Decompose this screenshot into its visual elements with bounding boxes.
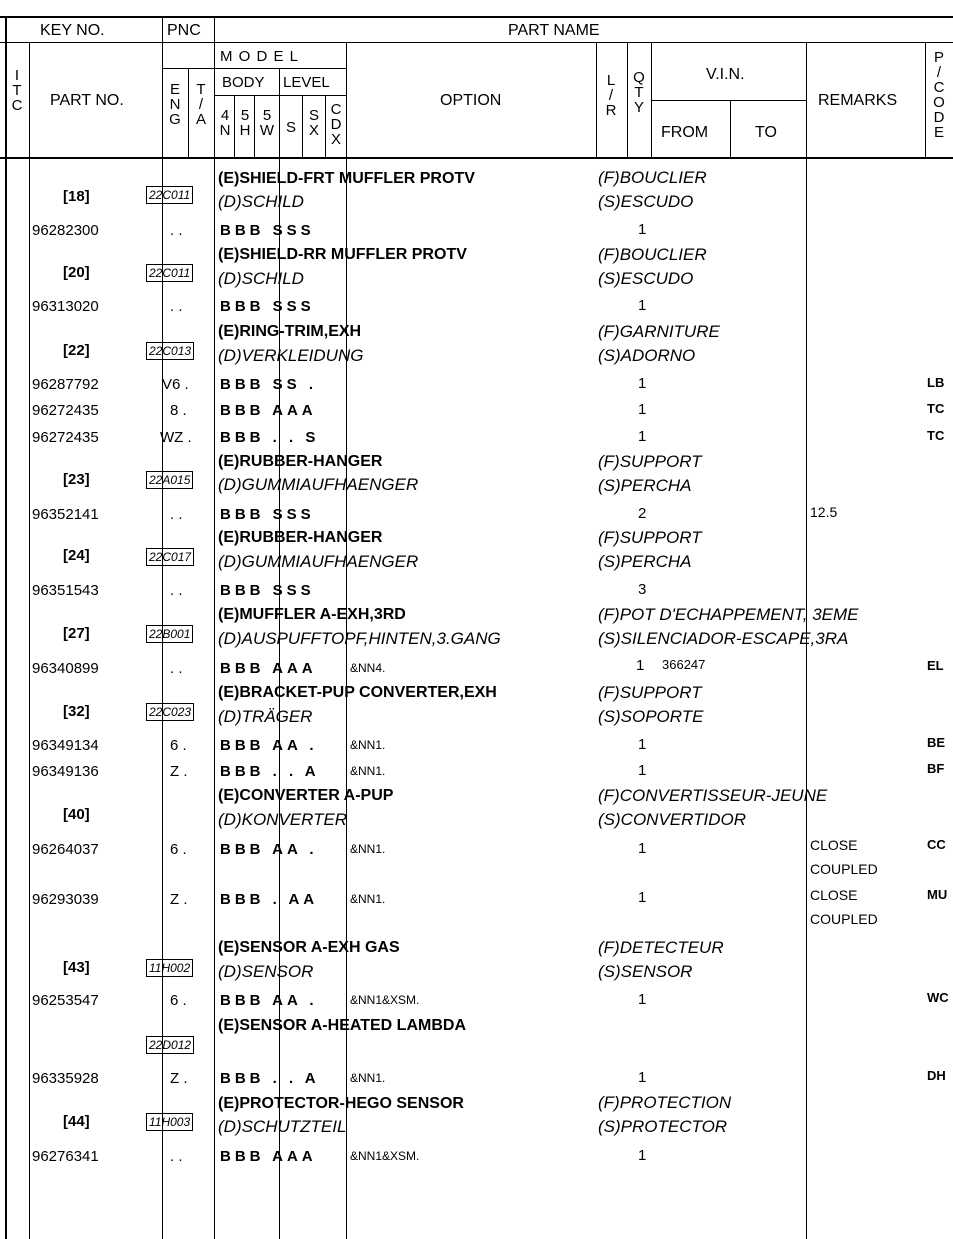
vin-from: 366247 <box>662 657 706 672</box>
model-header: M O D E L <box>220 48 300 65</box>
name-german: (D)GUMMIAUFHAENGER <box>218 552 419 571</box>
name-english: (E)SENSOR A-EXH GAS <box>218 939 400 956</box>
model-codes: BBB SSS <box>220 506 315 523</box>
eng-ta: Z . <box>170 1070 188 1087</box>
name-german: (D)SENSOR <box>218 962 314 981</box>
part-number: 96253547 <box>32 992 99 1009</box>
pcode: TC <box>927 428 945 443</box>
eng-ta: . . <box>170 222 183 239</box>
key-no: [27] <box>63 625 90 642</box>
name-spanish: (S)CONVERTIDOR <box>598 810 746 829</box>
key-no: [32] <box>63 703 90 720</box>
name-french: (F)SUPPORT <box>598 452 702 471</box>
pnc-code: 22C011 <box>146 264 193 282</box>
eng-ta: WZ . <box>160 429 192 446</box>
key-no: [20] <box>63 264 90 281</box>
eng-ta: 6 . <box>170 737 187 754</box>
part-number: 96287792 <box>32 376 99 393</box>
pcode: LB <box>927 375 945 390</box>
part-name-header: PART NAME <box>508 22 600 39</box>
model-codes: BBB AA . <box>220 992 318 1009</box>
level-header: LEVEL <box>283 74 330 91</box>
name-german: (D)SCHUTZTEIL <box>218 1117 347 1136</box>
pcode: DH <box>927 1068 946 1083</box>
name-spanish: (S)SENSOR <box>598 962 693 981</box>
model-codes: BBB SSS <box>220 222 315 239</box>
eng-ta: . . <box>170 582 183 599</box>
pnc-code: 22C013 <box>146 342 194 360</box>
name-german: (D)KONVERTER <box>218 810 348 829</box>
qty: 1 <box>638 889 647 906</box>
eng-ta: . . <box>170 298 183 315</box>
pnc-code: 22D012 <box>146 1036 194 1054</box>
qty: 1 <box>638 297 647 314</box>
name-spanish: (S)ADORNO <box>598 346 696 365</box>
model-codes: BBB . . S <box>220 429 320 446</box>
pnc-code: 22A015 <box>146 471 193 489</box>
name-spanish: (S)SILENCIADOR-ESCAPE,3RA <box>598 629 849 648</box>
level-col-sx: S X <box>308 107 319 139</box>
part-number: 96335928 <box>32 1070 99 1087</box>
model-codes: BBB AAA <box>220 402 317 419</box>
option-code: &NN1&XSM. <box>350 993 420 1007</box>
eng-ta: V6 . <box>162 376 189 393</box>
vin-header: V.I.N. <box>706 66 745 83</box>
eng-ta: 6 . <box>170 992 187 1009</box>
model-codes: BBB SS . <box>220 376 318 393</box>
name-english: (E)SHIELD-RR MUFFLER PROTV <box>218 246 467 263</box>
qty: 1 <box>638 1069 647 1086</box>
level-col-cdx: C D X <box>330 101 342 148</box>
eng-ta: . . <box>170 660 183 677</box>
name-french: (F)BOUCLIER <box>598 245 707 264</box>
name-english: (E)RING-TRIM,EXH <box>218 323 362 340</box>
option-code: &NN1&XSM. <box>350 1149 420 1163</box>
option-code: &NN1. <box>350 1071 386 1085</box>
model-codes: BBB . AA <box>220 891 319 908</box>
name-spanish: (S)ESCUDO <box>598 269 694 288</box>
key-no: [24] <box>63 547 90 564</box>
model-codes: BBB AAA <box>220 660 317 677</box>
pnc-code: 11H002 <box>146 959 193 977</box>
part-number: 96272435 <box>32 402 99 419</box>
pcode: WC <box>927 990 949 1005</box>
name-french: (F)SUPPORT <box>598 683 702 702</box>
key-no: [23] <box>63 471 90 488</box>
qty: 1 <box>638 762 647 779</box>
name-spanish: (S)ESCUDO <box>598 192 694 211</box>
option-code: &NN1. <box>350 738 386 752</box>
model-codes: BBB SSS <box>220 298 315 315</box>
name-german: (D)SCHILD <box>218 269 304 288</box>
name-english: (E)RUBBER-HANGER <box>218 453 383 470</box>
key-no: [40] <box>63 806 90 823</box>
key-no: [44] <box>63 1113 90 1130</box>
body-header: BODY <box>222 74 265 91</box>
qty: 1 <box>636 657 645 674</box>
part-number: 96272435 <box>32 429 99 446</box>
remarks-header: REMARKS <box>818 92 898 109</box>
pnc-code: 22B001 <box>146 625 193 643</box>
name-french: (F)DETECTEUR <box>598 938 724 957</box>
part-number: 96352141 <box>32 506 99 523</box>
name-french: (F)CONVERTISSEUR-JEUNE <box>598 786 828 805</box>
remarks: CLOSE <box>810 837 858 853</box>
pcode: CC <box>927 837 946 852</box>
name-french: (F)BOUCLIER <box>598 168 707 187</box>
part-number: 96313020 <box>32 298 99 315</box>
name-english: (E)PROTECTOR-HEGO SENSOR <box>218 1095 464 1112</box>
name-english: (E)BRACKET-PUP CONVERTER,EXH <box>218 684 497 701</box>
name-english: (E)MUFFLER A-EXH,3RD <box>218 606 406 623</box>
name-german: (D)VERKLEIDUNG <box>218 346 364 365</box>
model-codes: BBB AA . <box>220 737 318 754</box>
qty-header: Q T Y <box>633 69 645 116</box>
model-codes: BBB AAA <box>220 1148 317 1165</box>
remarks: CLOSE <box>810 887 858 903</box>
name-english: (E)RUBBER-HANGER <box>218 529 383 546</box>
ta-header: T / A <box>195 81 206 128</box>
name-spanish: (S)PERCHA <box>598 476 692 495</box>
option-code: &NN1. <box>350 764 386 778</box>
eng-header: E N G <box>169 81 181 128</box>
key-no: [22] <box>63 342 90 359</box>
pnc-code: 22C023 <box>146 703 194 721</box>
name-german: (D)AUSPUFFTOPF,HINTEN,3.GANG <box>218 629 501 648</box>
lr-header: L / R <box>605 72 617 119</box>
name-english: (E)SHIELD-FRT MUFFLER PROTV <box>218 170 475 187</box>
pnc-code: 22C017 <box>146 548 194 566</box>
option-code: &NN4. <box>350 661 386 675</box>
name-spanish: (S)PROTECTOR <box>598 1117 728 1136</box>
model-codes: BBB . . A <box>220 763 320 780</box>
vin-to-header: TO <box>755 124 777 141</box>
vin-from-header: FROM <box>661 124 709 141</box>
pcode: MU <box>927 887 948 902</box>
model-codes: BBB . . A <box>220 1070 320 1087</box>
name-spanish: (S)PERCHA <box>598 552 692 571</box>
qty: 1 <box>638 991 647 1008</box>
key-no: [43] <box>63 959 90 976</box>
qty: 1 <box>638 736 647 753</box>
name-german: (D)SCHILD <box>218 192 304 211</box>
option-header: OPTION <box>440 92 502 109</box>
pcode: BE <box>927 735 946 750</box>
part-number: 96351543 <box>32 582 99 599</box>
itc-header: I T C <box>11 67 23 114</box>
part-no-header: PART NO. <box>50 92 124 109</box>
qty: 1 <box>638 1147 647 1164</box>
qty: 2 <box>638 505 647 522</box>
name-french: (F)PROTECTION <box>598 1093 732 1112</box>
name-english: (E)SENSOR A-HEATED LAMBDA <box>218 1017 466 1034</box>
body-col-5w: 5 W <box>259 107 275 139</box>
body-col-5h: 5 H <box>239 107 251 139</box>
eng-ta: 8 . <box>170 402 187 419</box>
option-code: &NN1. <box>350 842 386 856</box>
part-number: 96282300 <box>32 222 99 239</box>
pnc-code: 11H003 <box>146 1113 193 1131</box>
name-french: (F)SUPPORT <box>598 528 702 547</box>
name-german: (D)TRÄGER <box>218 707 313 726</box>
remarks-line2: COUPLED <box>810 911 878 927</box>
pcode: BF <box>927 761 945 776</box>
name-french: (F)GARNITURE <box>598 322 720 341</box>
name-french: (F)POT D'ECHAPPEMENT, 3EME <box>598 605 859 624</box>
remarks: 12.5 <box>810 504 838 520</box>
eng-ta: Z . <box>170 763 188 780</box>
option-code: &NN1. <box>350 892 386 906</box>
part-number: 96293039 <box>32 891 99 908</box>
level-col-s: S <box>285 119 296 136</box>
pnc-code: 22C011 <box>146 186 193 204</box>
eng-ta: . . <box>170 506 183 523</box>
pnc-header: PNC <box>167 22 201 39</box>
key-no: [18] <box>63 188 90 205</box>
name-spanish: (S)SOPORTE <box>598 707 704 726</box>
qty: 1 <box>638 221 647 238</box>
part-number: 96340899 <box>32 660 99 677</box>
name-german: (D)GUMMIAUFHAENGER <box>218 475 419 494</box>
key-no-header: KEY NO. <box>40 22 105 39</box>
qty: 1 <box>638 375 647 392</box>
part-number: 96264037 <box>32 841 99 858</box>
part-number: 96349136 <box>32 763 99 780</box>
pcode-header: P / C O D E <box>933 49 945 141</box>
part-number: 96276341 <box>32 1148 99 1165</box>
eng-ta: 6 . <box>170 841 187 858</box>
eng-ta: Z . <box>170 891 188 908</box>
qty: 1 <box>638 401 647 418</box>
eng-ta: . . <box>170 1148 183 1165</box>
qty: 1 <box>638 428 647 445</box>
body-col-4n: 4 N <box>219 107 231 139</box>
pcode: EL <box>927 658 944 673</box>
model-codes: BBB AA . <box>220 841 318 858</box>
name-english: (E)CONVERTER A-PUP <box>218 787 394 804</box>
remarks-line2: COUPLED <box>810 861 878 877</box>
pcode: TC <box>927 401 945 416</box>
model-codes: BBB SSS <box>220 582 315 599</box>
part-number: 96349134 <box>32 737 99 754</box>
qty: 3 <box>638 581 647 598</box>
qty: 1 <box>638 840 647 857</box>
